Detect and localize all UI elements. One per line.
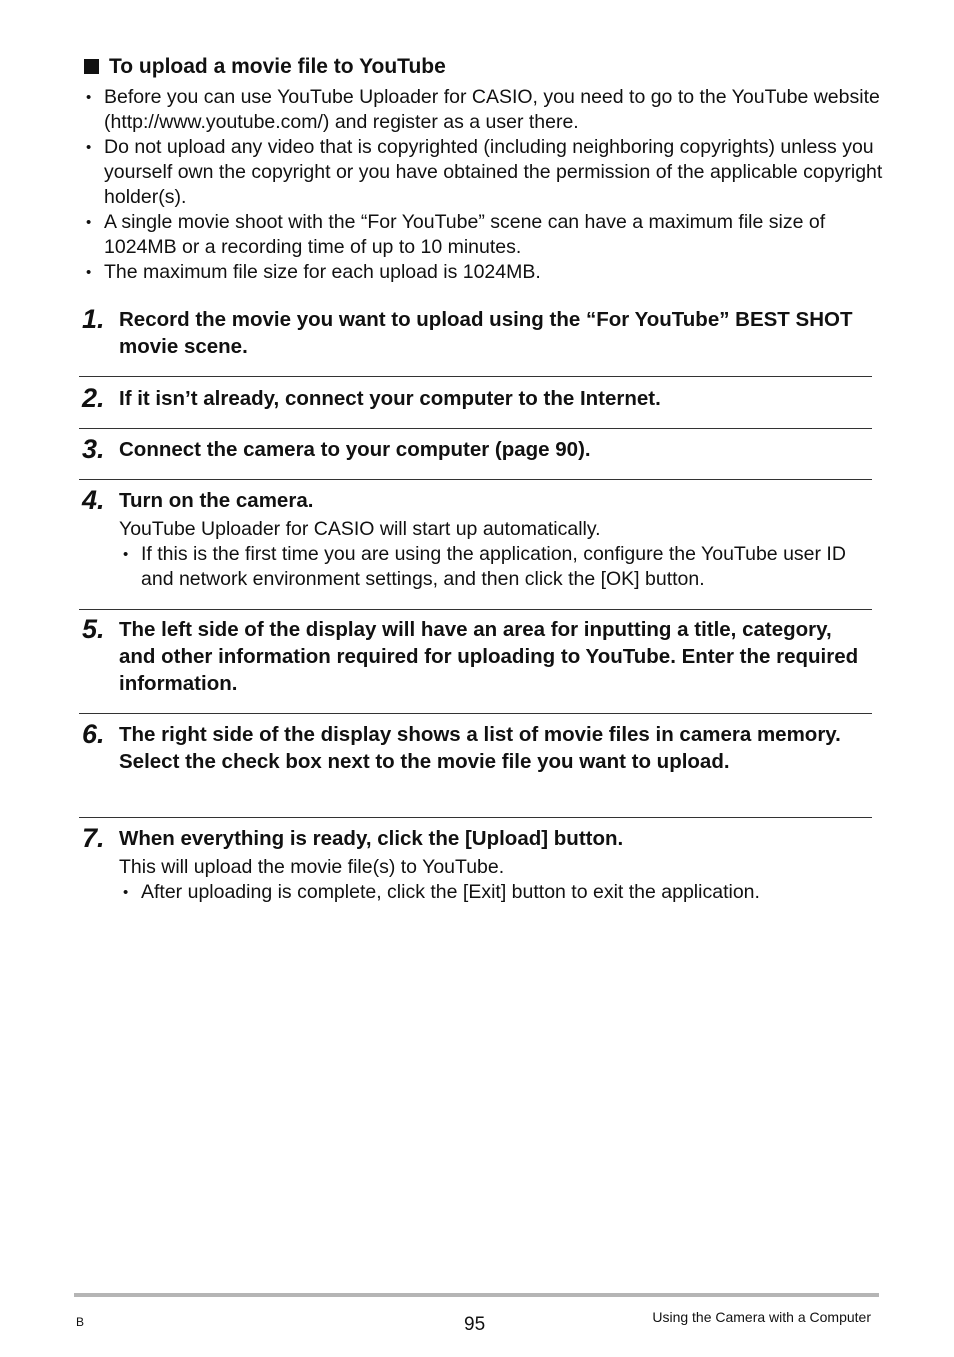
list-item: • If this is the first time you are using the application, configure the YouTube user ID and network environment settings, and then click the [OK] button. xyxy=(121,542,873,592)
step-description: This will upload the movie file(s) to YouTube. xyxy=(119,856,505,878)
step-title: Turn on the camera. xyxy=(119,489,314,512)
list-item: • The maximum file size for each upload is 1024MB. xyxy=(84,260,884,285)
step-number: 3. xyxy=(82,434,105,464)
step-title: The right side of the display shows a list of movie files in camera memory. Select the check box next to the movie file you want to upload. xyxy=(119,723,841,773)
step-notes xyxy=(121,542,873,592)
list-item: • Do not upload any video that is copyrighted (including neighboring copyrights) unless you yourself own the copyright or you have obtained the permission of the applicable copyright holder(s). xyxy=(84,135,884,210)
step-number: 6. xyxy=(82,719,105,749)
list-item: • A single movie shoot with the “For YouTube” scene can have a maximum file size of 1024MB or a recording time of up to 10 minutes. xyxy=(84,210,884,260)
step-title: Record the movie you want to upload using the “For YouTube” BEST SHOT movie scene. xyxy=(119,308,853,358)
page-number: 95 xyxy=(464,1314,486,1335)
step-number: 1. xyxy=(82,304,105,334)
divider xyxy=(79,479,872,480)
footer-language-mark: B xyxy=(76,1315,85,1329)
divider xyxy=(79,713,872,714)
step-title: When everything is ready, click the [Upload] button. xyxy=(119,827,624,850)
step-number: 7. xyxy=(82,823,105,853)
step-description: YouTube Uploader for CASIO will start up automatically. xyxy=(119,518,601,540)
section-heading xyxy=(84,53,446,81)
step-number: 5. xyxy=(82,614,105,644)
step-notes xyxy=(121,880,873,905)
footer-section-title: Using the Camera with a Computer xyxy=(652,1309,871,1325)
step-title: If it isn’t already, connect your computer to the Internet. xyxy=(119,387,661,410)
step-title: Connect the camera to your computer (page 90). xyxy=(119,438,591,461)
notes-list xyxy=(84,85,884,285)
step-title: The left side of the display will have an area for inputting a title, category, and other information required for uploading to YouTube. Enter the required information. xyxy=(119,618,859,695)
section-heading-text: To upload a movie file to YouTube xyxy=(109,55,446,78)
list-item: • After uploading is complete, click the [Exit] button to exit the application. xyxy=(121,880,873,905)
list-item: • Before you can use YouTube Uploader for CASIO, you need to go to the YouTube website (http://www.youtube.com/) and register as a user there. xyxy=(84,85,884,135)
divider xyxy=(79,609,872,610)
step-number: 4. xyxy=(82,485,105,515)
divider xyxy=(79,817,872,818)
step-number: 2. xyxy=(82,383,105,413)
black-square-icon xyxy=(84,59,99,74)
divider xyxy=(79,376,872,377)
divider xyxy=(79,428,872,429)
footer-rule xyxy=(74,1293,879,1297)
